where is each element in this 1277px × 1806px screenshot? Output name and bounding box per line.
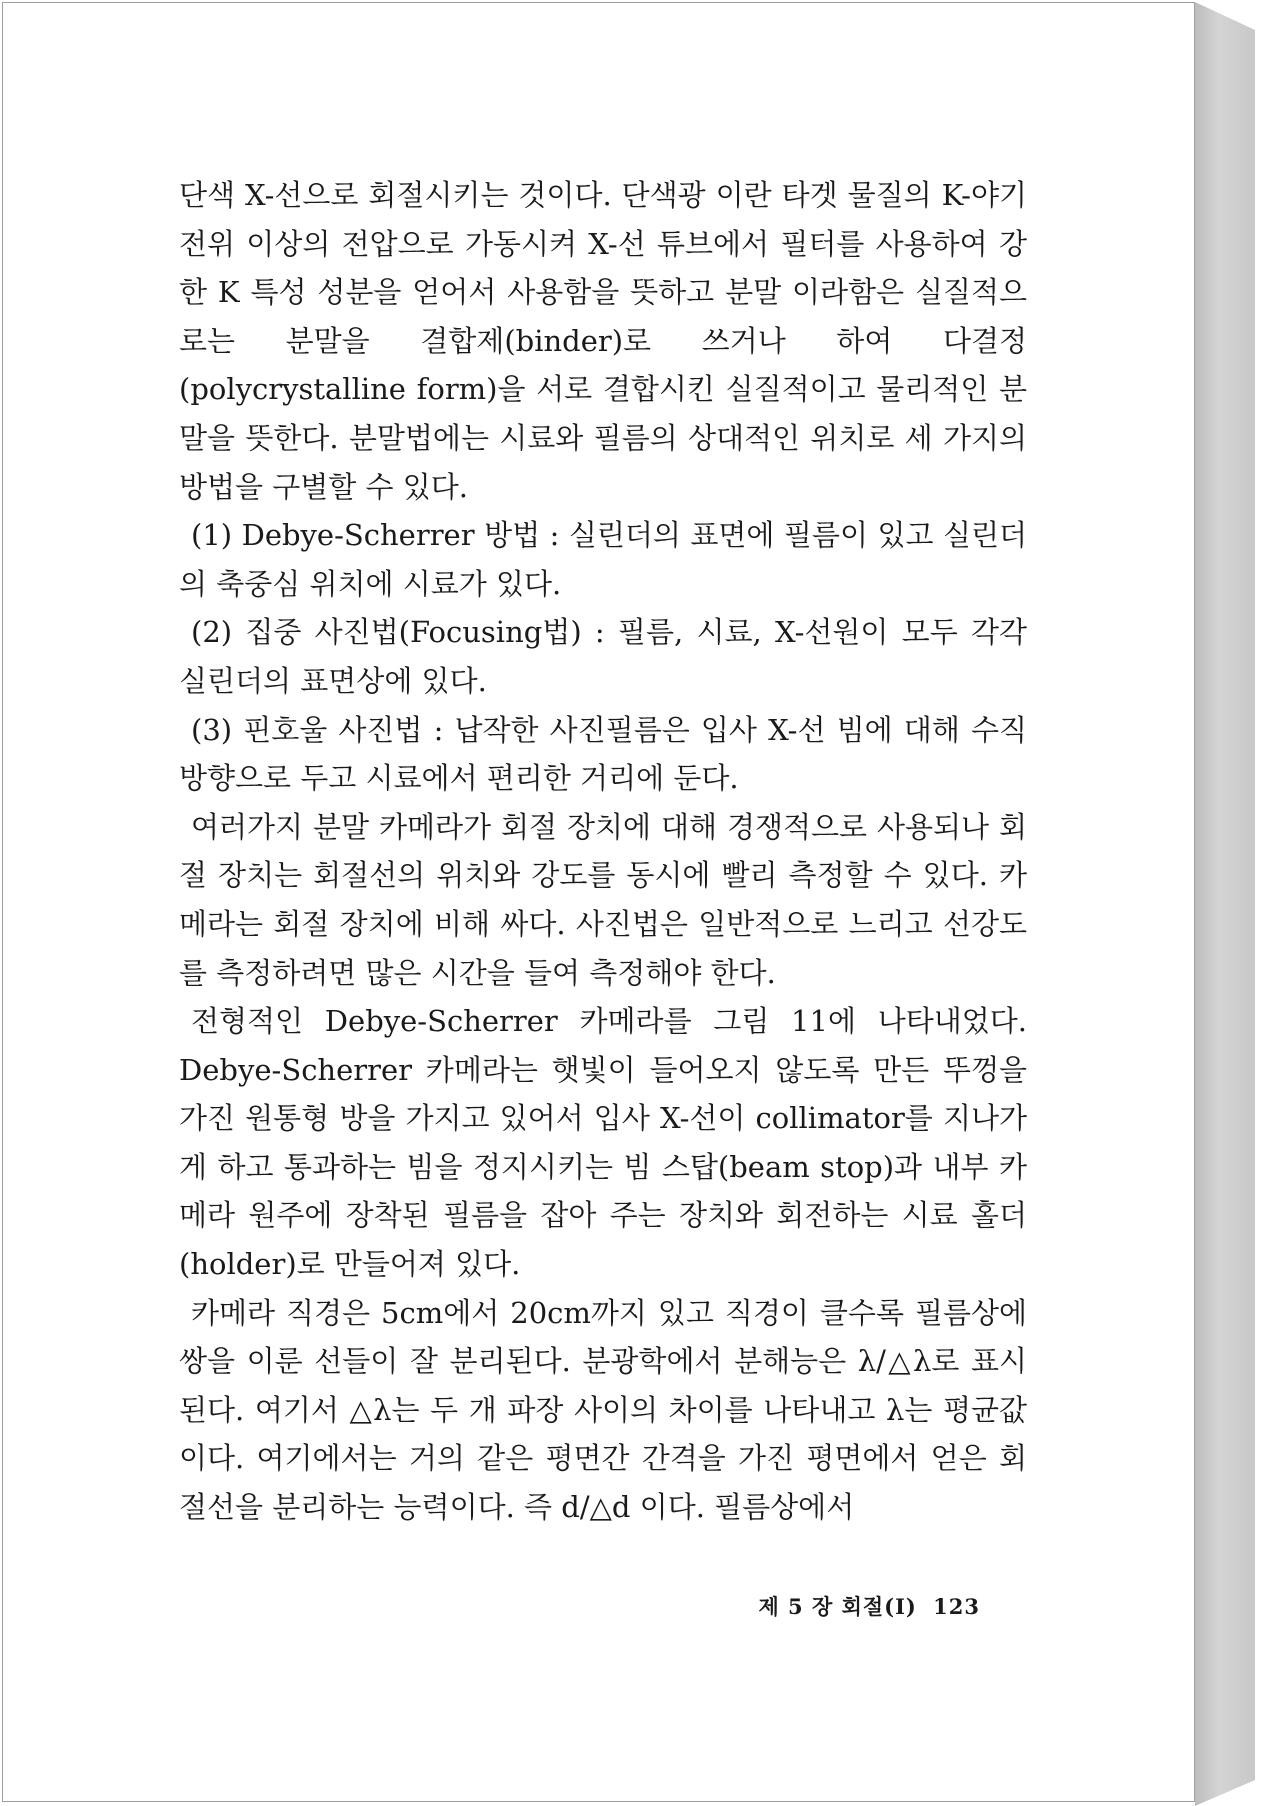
page-footer [750, 1591, 980, 1621]
paragraph-1: 단색 X-선으로 회절시키는 것이다. 단색광 이란 타겟 물질의 K-야기전위 이상의 전압으로 가동시켜 X-선 튜브에서 필터를 사용하여 강한 K 특성 성분을 얻어서 사용함을 뜻하고 분말 이라함은 실질적으로는 분말을 결합제(binder)로 쓰거나 하여 다결정(polycrystalline form)을 서로 결합시킨 실질적이고 물리적인 분말을 뜻한다. 분말법에는 시료와 필름의 상대적인 위치로 세 가지의 방법을 구별할 수 있다. [179, 178, 1027, 504]
paragraph-method-1: (1) Debye-Scherrer 방법 : 실린더의 표면에 필름이 있고 실린더의 축중심 위치에 시료가 있다. [179, 518, 1027, 601]
book-edge [1195, 0, 1255, 1806]
book-page [2, 2, 1195, 1802]
paragraph-method-2: (2) 집중 사진법(Focusing법) : 필름, 시료, X-선원이 모두 각각 실린더의 표면상에 있다. [179, 615, 1027, 698]
paragraph-camera-diameter: 카메라 직경은 5cm에서 20cm까지 있고 직경이 클수록 필름상에 쌍을 이룬 선들이 잘 분리된다. 분광학에서 분해능은 λ/△λ로 표시된다. 여기서 △λ는 두 개 파장 사이의 차이를 나타내고 λ는 평균값이다. 여기에서는 거의 같은 평면간 간격을 가진 평면에서 얻은 회절선을 분리하는 능력이다. 즉 d/△d 이다. 필름상에서 [179, 1295, 1027, 1525]
paragraph-method-3: (3) 핀호울 사진법 : 납작한 사진필름은 입사 X-선 빔에 대해 수직 방향으로 두고 시료에서 편리한 거리에 둔다. [179, 712, 1027, 796]
body-text [179, 171, 1027, 1532]
paragraph-debye-scherrer-camera: 전형적인 Debye-Scherrer 카메라를 그림 11에 나타내었다. Debye-Scherrer 카메라는 햇빛이 들어오지 않도록 만든 뚜껑을 가진 원통형 방을 가지고 있어서 입사 X-선이 collimator를 지나가게 하고 통과하는 빔을 정지시키는 빔 스탑(beam stop)과 내부 카메라 원주에 장착된 필름을 잡아 주는 장치와 회전하는 시료 홀더(holder)로 만들어져 있다. [179, 1004, 1027, 1282]
chapter-title: 제 5 장 회절(Ⅰ) [758, 1594, 917, 1619]
page-number: 123 [933, 1594, 980, 1619]
paragraph-camera-comparison: 여러가지 분말 카메라가 회절 장치에 대해 경쟁적으로 사용되나 회절 장치는 회절선의 위치와 강도를 동시에 빨리 측정할 수 있다. 카메라는 회절 장치에 비해 싸다. 사진법은 일반적으로 느리고 선강도를 측정하려면 많은 시간을 들여 측정해야 한다. [179, 809, 1027, 990]
